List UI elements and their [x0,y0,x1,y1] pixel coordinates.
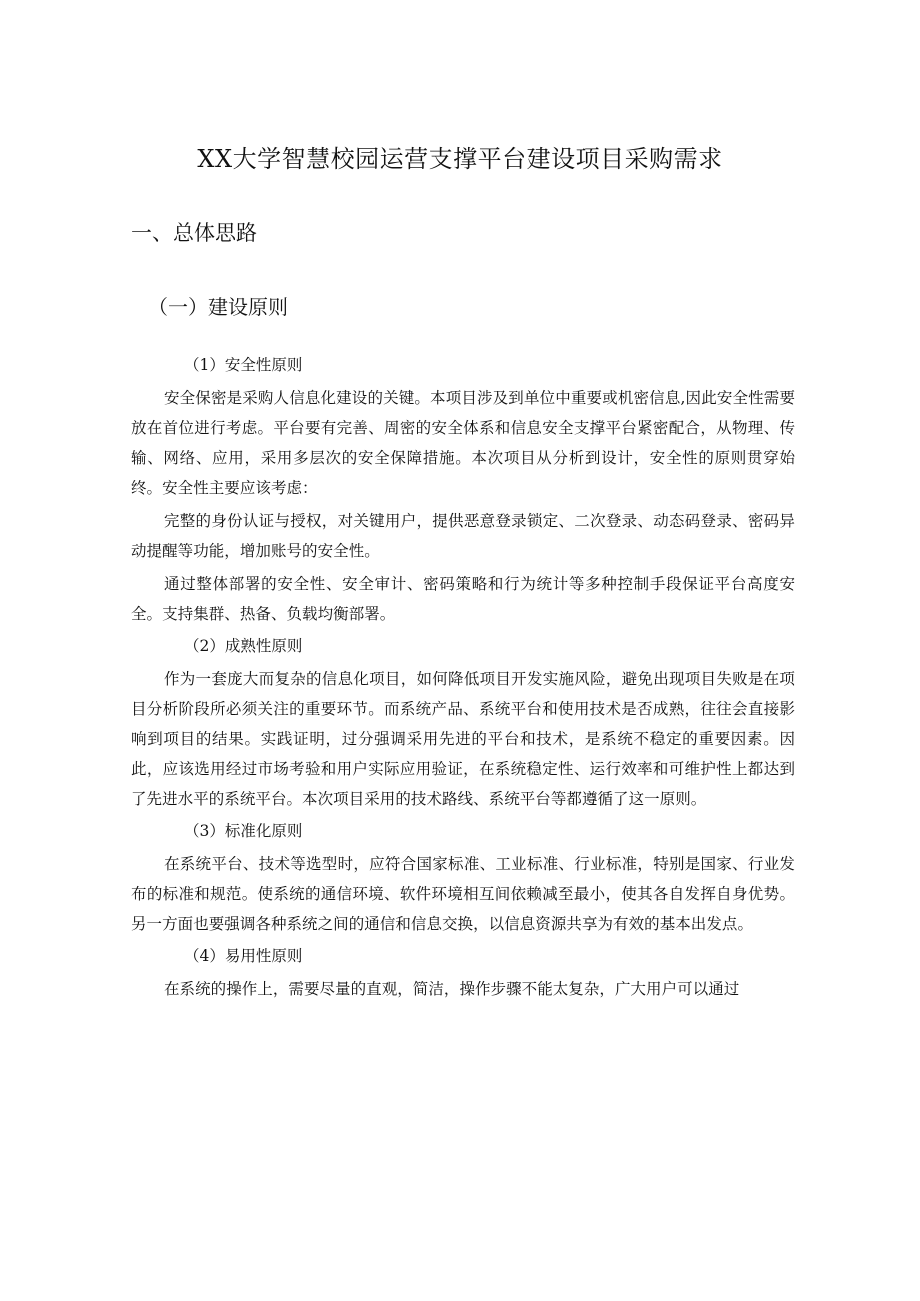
principle-heading-security: （1）安全性原则 [184,356,303,374]
document-body [131,348,795,1004]
paragraph-security-3: 通过整体部署的安全性、安全审计、密码策略和行为统计等多种控制手段保证平台高度安全。支持集群、热备、负载均衡部署。 [131,575,795,623]
paragraph-maturity-1: 作为一套庞大而复杂的信息化项目，如何降低项目开发实施风险，避免出现项目失败是在项目分析阶段所必须关注的重要环节。而系统产品、系统平台和使用技术是否成熟，往往会直接影响到项目的结果。实践证明，过分强调采用先进的平台和技术，是系统不稳定的重要因素。因此，应该选用经过市场考验和用户实际应用验证，在系统稳定性、运行效率和可维护性上都达到了先进水平的系统平台。本次项目采用的技术路线、系统平台等都遵循了这一原则。 [131,670,795,808]
section-heading-overall-approach: 一、总体思路 [131,221,257,245]
paragraph-usability-1: 在系统的操作上，需要尽量的直观，简洁，操作步骤不能太复杂，广大用户可以通过 [164,980,740,998]
principle-heading-usability: （4）易用性原则 [184,947,303,965]
subsection-heading-construction-principles: （一）建设原则 [148,295,288,319]
paragraph-standardization-1: 在系统平台、技术等选型时，应符合国家标准、工业标准、行业标准，特别是国家、行业发布的标准和规范。使系统的通信环境、软件环境相互间依赖减至最小，使其各自发挥自身优势。另一方面也要强调各种系统之间的通信和信息交换，以信息资源共享为有效的基本出发点。 [131,855,795,933]
paragraph-security-1: 安全保密是采购人信息化建设的关键。本项目涉及到单位中重要或机密信息,因此安全性需要放在首位进行考虑。平台要有完善、周密的安全体系和信息安全支撑平台紧密配合，从物理、传输、网络、应用，采用多层次的安全保障措施。本次项目从分析到设计，安全性的原则贯穿始终。安全性主要应该考虑： [131,389,795,497]
principle-heading-maturity: （2）成熟性原则 [184,637,303,655]
document-title: XX大学智慧校园运营支撑平台建设项目采购需求 [197,145,723,173]
principle-heading-standardization: （3）标准化原则 [184,822,303,840]
paragraph-security-2: 完整的身份认证与授权，对关键用户，提供恶意登录锁定、二次登录、动态码登录、密码异动提醒等功能，增加账号的安全性。 [131,512,795,560]
